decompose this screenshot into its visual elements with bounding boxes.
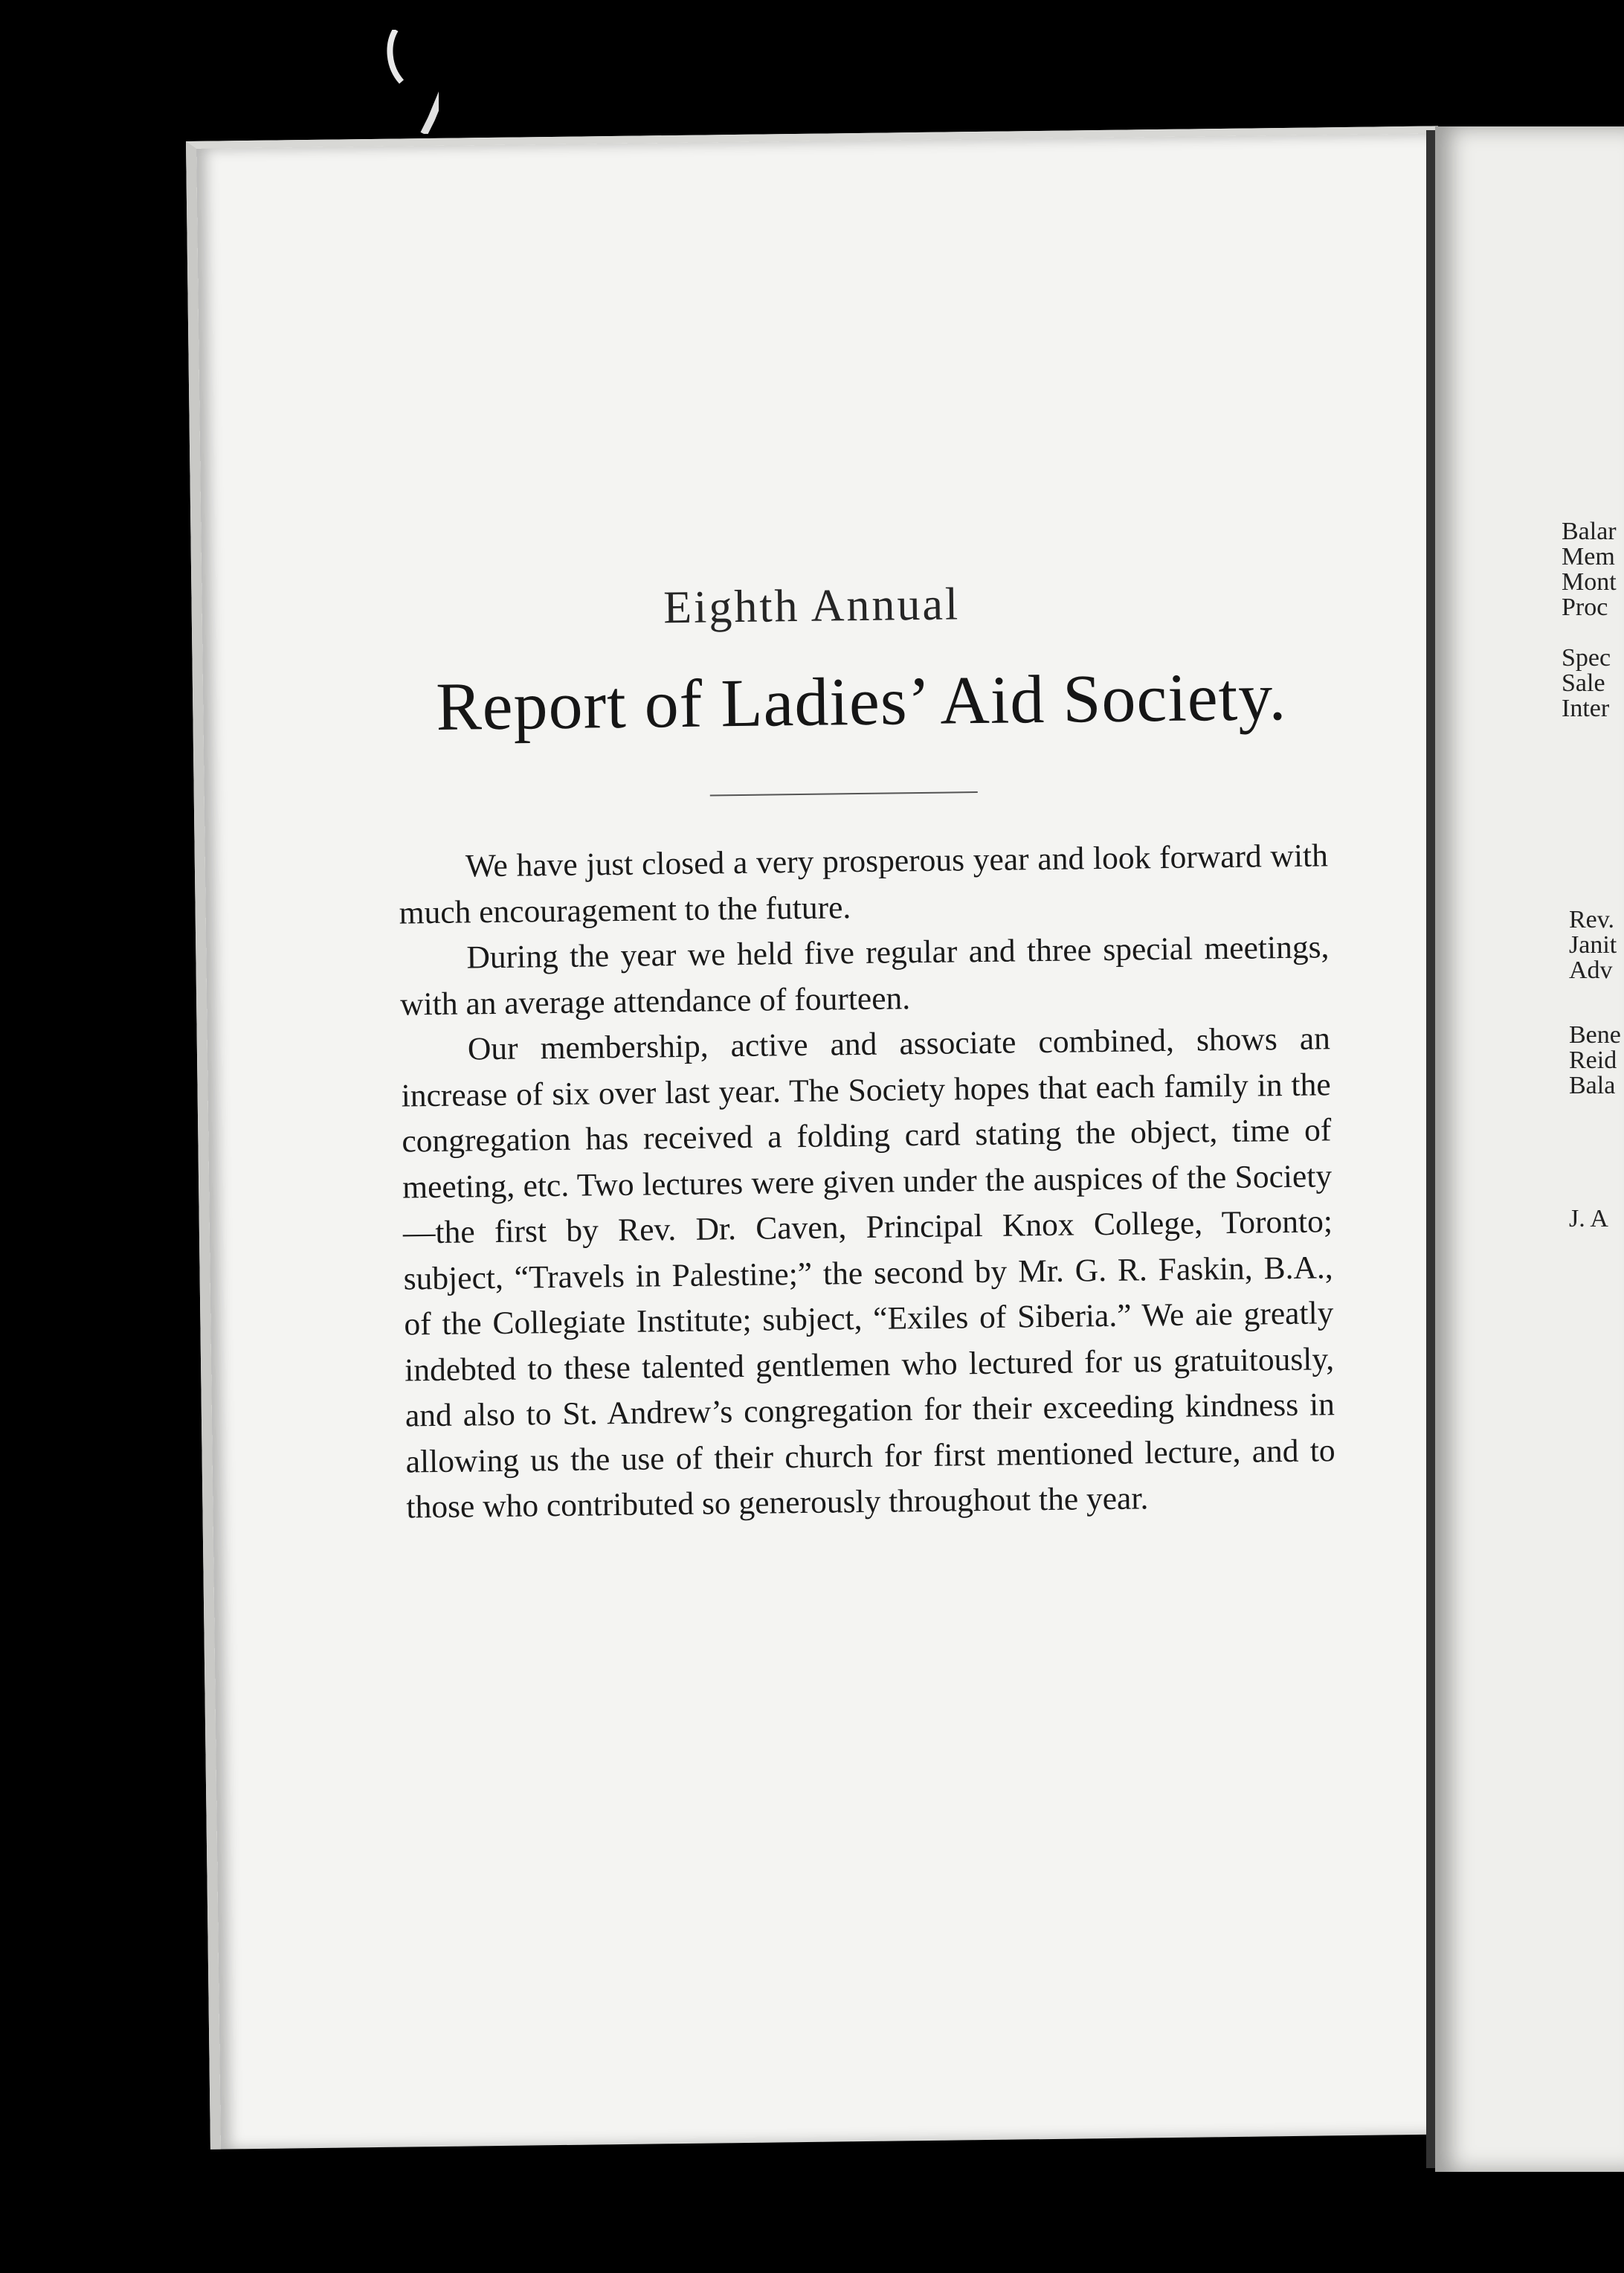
paragraph-2: During the year we held five regular and three special meetings, with an average attendance of fourteen.: [399, 929, 1330, 1023]
report-body: [399, 833, 1336, 1531]
right-line: Reid: [1569, 1047, 1617, 1074]
paragraph-1: We have just closed a very prosperous year and look forward with much encouragement to the future.: [399, 837, 1329, 931]
right-line: Balar: [1562, 518, 1617, 545]
report-title: Report of Ladies’ Aid Society.: [435, 658, 1287, 745]
title-rule: [710, 791, 978, 796]
right-line: Proc: [1562, 594, 1608, 621]
right-line: Inter: [1562, 695, 1610, 722]
right-line: Adv: [1569, 957, 1613, 984]
right-line: J. A: [1569, 1205, 1608, 1232]
right-line: Janit: [1569, 931, 1617, 959]
right-line: Sale: [1562, 669, 1605, 697]
right-group-receipts: [1562, 519, 1617, 721]
report-content: [395, 573, 1335, 1531]
right-page: [1435, 126, 1624, 2172]
right-line: Bene: [1569, 1021, 1621, 1049]
paper-debris: [379, 30, 439, 134]
book-gutter: [1426, 130, 1435, 2168]
right-line: Spec: [1562, 644, 1611, 672]
right-line: Mem: [1562, 543, 1615, 570]
right-group-signature: [1569, 1206, 1608, 1232]
left-page: [186, 126, 1463, 2149]
right-group-balance: [1569, 1023, 1621, 1099]
right-line: Mont: [1562, 568, 1617, 596]
right-line: Rev.: [1569, 906, 1615, 933]
right-group-expenses: [1569, 907, 1617, 983]
paragraph-3: Our membership, active and associate combined, shows an increase of six over last year. The Society hopes that each family in the congregation has received a folding card stating the object, time of meeting, etc. Two lectures were given under the auspices of the Society—the first by Rev. Dr. Caven, Principal Knox College, Toronto; subject, “Travels in Palestine;” the second by Mr. G. R. Faskin, B.A., of the Collegiate Institute; subject, “Exiles of Siberia.” We aie greatly indebted to these talented gentlemen who lectured for us gratuitously, and also to St. Andrew’s congregation for their exceeding kindness in allowing us the use of their church for first mentioned lecture, and to those who contributed so generously throughout the year.: [401, 1020, 1335, 1525]
report-subtitle: Eighth Annual: [663, 579, 961, 634]
right-line: Bala: [1569, 1072, 1616, 1099]
